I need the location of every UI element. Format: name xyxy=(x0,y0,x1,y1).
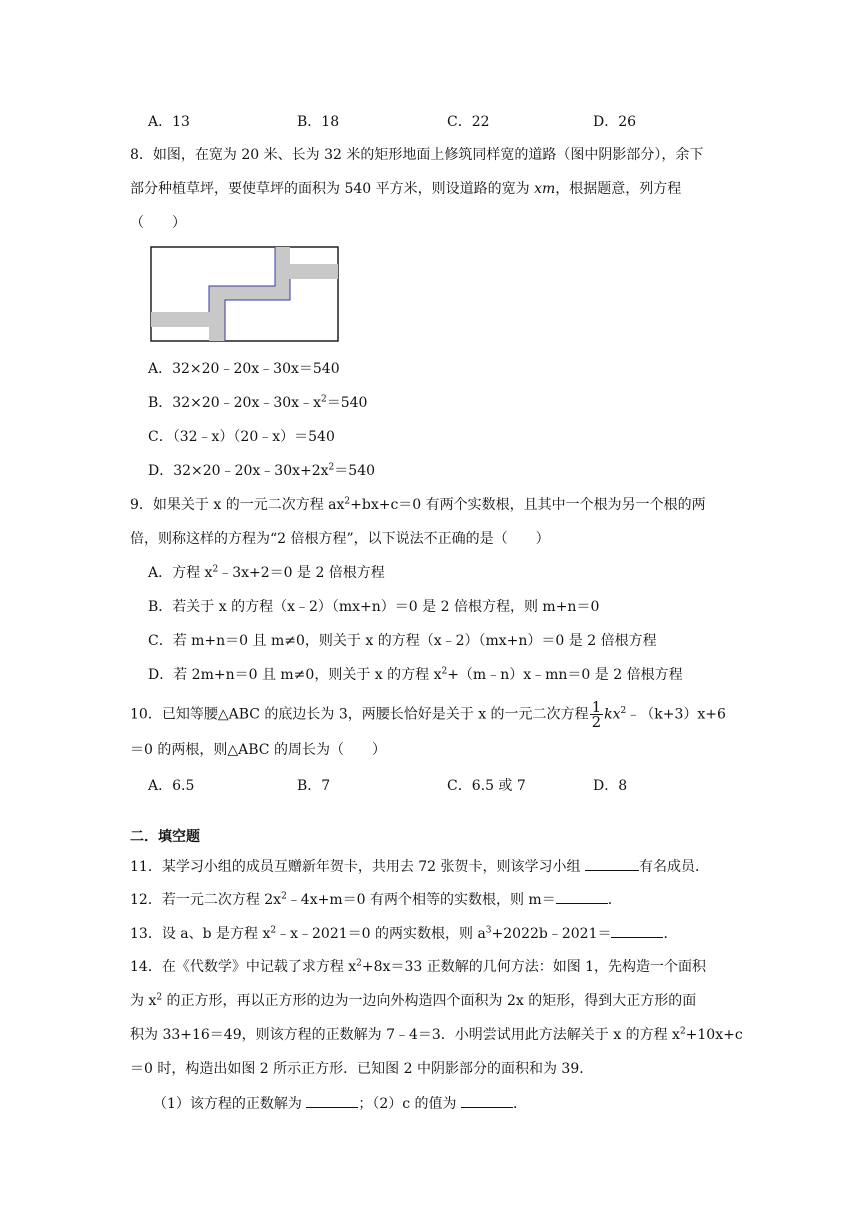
q14-stem-line4: ＝0 时，构造出如图 2 所示正方形．已知图 2 中阴影部分的面积和为 39． xyxy=(130,1061,594,1077)
q12-stem: 12．若一元二次方程 $2x^2﹣4x+m=0$ 有两个相等的实数根，则 m＝ ． xyxy=(130,889,622,910)
q14-stem-line3: 积为 33+16＝49，则该方程的正数解为 7﹣4＝3．小明尝试用此方法解关于 x 的方程 $x^2+10x+c$ xyxy=(130,1026,743,1043)
q7-option-b: B．18 xyxy=(297,114,340,130)
q14-stem-line1: 14．在《代数学》中记载了求方程 $x^2+8x=33$ 正数解的几何方法：如图 1，先构造一个面积 xyxy=(130,958,707,975)
answer-blank xyxy=(306,1093,358,1108)
answer-blank xyxy=(461,1093,513,1108)
answer-blank xyxy=(585,856,639,871)
q10-option-c: C．6.5 或 7 xyxy=(447,778,526,794)
q10-option-a: A．6.5 xyxy=(148,778,195,794)
q14-stem-line2: 为 $x^2$ 的正方形，再以正方形的边为一边向外构造四个面积为 2x 的矩形，得到大正方形的面 xyxy=(130,992,697,1009)
q9-option-b: B．若关于 x 的方程（x﹣2）（mx+n）＝0 是 2 倍根方程，则 m+n＝0 xyxy=(148,599,600,615)
q7-option-a: A．13 xyxy=(148,114,190,130)
q8-stem-line2: 部分种植草坪，要使草坪的面积为 540 平方米，则设道路的宽为 xm，根据题意，列方程 xyxy=(130,181,682,197)
q10-stem-line2: ＝0 的两根，则△ABC 的周长为（ ） xyxy=(130,742,386,758)
q11-stem: 11．某学习小组的成员互赠新年贺卡，共用去 72 张贺卡，则该学习小组 有名成员． xyxy=(130,856,709,877)
q8-stem-line3: （ ） xyxy=(130,215,186,231)
q7-option-d: D．26 xyxy=(593,114,637,130)
q13-stem: 13．设 a、b 是方程 $x^2﹣x﹣2021=0$ 的两实数根，则 $a^3+2022b﹣2021=$ ． xyxy=(130,923,677,944)
q9-option-a: A．方程 $x^2﹣3x+2=0$ 是 2 倍根方程 xyxy=(148,564,385,581)
q9-option-c: C．若 m+n＝0 且 m≠0，则关于 x 的方程（x﹣2）（mx+n）＝0 是 2 倍根方程 xyxy=(148,633,657,649)
answer-blank xyxy=(611,923,663,938)
section-heading-fill-in: 二．填空题 xyxy=(130,829,200,845)
road-diagram xyxy=(150,246,342,344)
q8-option-b: B．$32\times 20﹣20x﹣30x﹣x^2=540$ xyxy=(148,394,368,411)
q8-option-c: C．（32﹣x）（20﹣x）＝540 xyxy=(148,429,335,445)
q7-option-c: C．22 xyxy=(447,114,490,130)
fraction-one-half: $\frac{1}{2}$ xyxy=(591,698,602,731)
q10-stem-line1: 10．已知等腰△ABC 的底边长为 3，两腰长恰好是关于 x 的一元二次方程 $\frac{1}{2}$ $kx^2﹣(k+3)x+6$ xyxy=(130,698,726,731)
q8-stem-line1: 8．如图，在宽为 20 米、长为 32 米的矩形地面上修筑同样宽的道路（图中阴影部分），余下 xyxy=(130,147,704,163)
q14-sub-questions: （1）该方程的正数解为 ；（2）c 的值为 ． xyxy=(153,1093,527,1114)
q10-option-b: B．7 xyxy=(297,778,331,794)
q9-option-d: D．若 2m+n＝0 且 m≠0，则关于 x 的方程 $x^2+(m﹣n)x﹣mn=0$ 是 2 倍根方程 xyxy=(148,666,683,683)
answer-blank xyxy=(556,889,608,904)
q8-option-d: D．$32\times 20﹣20x﹣30x+2x^2=540$ xyxy=(148,462,376,479)
q10-option-d: D．8 xyxy=(593,778,628,794)
q9-stem-line2: 倍，则称这样的方程为“2 倍根方程”，以下说法不正确的是（ ） xyxy=(130,531,550,547)
q8-option-a: A．32×20﹣20x﹣30x＝540 xyxy=(148,361,340,377)
q9-stem-line1: 9．如果关于 x 的一元二次方程 $ax^2+bx+c=0$ 有两个实数根，且其中一个根为另一个根的两 xyxy=(130,496,706,513)
